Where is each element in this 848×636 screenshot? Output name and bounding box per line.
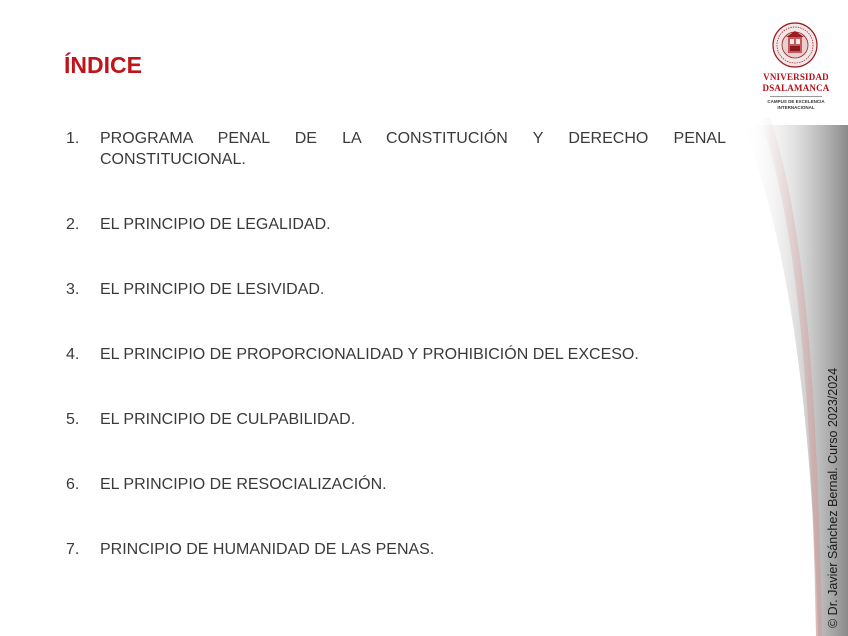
logo-divider (770, 96, 822, 97)
item-number: 1. (66, 130, 80, 147)
item-text: EL PRINCIPIO DE RESOCIALIZACIÓN. (100, 476, 387, 493)
list-item (66, 539, 726, 560)
page-title: ÍNDICE (64, 52, 142, 78)
item-number: 2. (66, 216, 80, 233)
list-item (66, 128, 726, 170)
item-text: PROGRAMA PENAL DE LA CONSTITUCIÓN Y DERECHO PENAL CONSTITUCIONAL. (100, 130, 726, 168)
item-text: EL PRINCIPIO DE LESIVIDAD. (100, 281, 325, 298)
university-seal-icon (772, 22, 818, 68)
list-item (66, 279, 726, 300)
item-text: EL PRINCIPIO DE CULPABILIDAD. (100, 411, 356, 428)
logo-subtitle-line1: CAMPUS DE EXCELENCIA (767, 99, 825, 104)
item-number: 4. (66, 346, 80, 363)
item-number: 7. (66, 541, 80, 558)
list-item (66, 409, 726, 430)
university-logo (760, 22, 832, 114)
list-item (66, 344, 726, 365)
logo-text-line2: DSALAMANCA (762, 83, 830, 93)
logo-text-line1: VNIVERSIDAD (763, 72, 829, 82)
list-item (66, 214, 726, 235)
copyright-text: © Dr. Javier Sánchez Bernal. Curso 2023/2024 (826, 367, 840, 628)
list-item (66, 474, 726, 495)
item-text: EL PRINCIPIO DE LEGALIDAD. (100, 216, 331, 233)
item-number: 6. (66, 476, 80, 493)
item-text: PRINCIPIO DE HUMANIDAD DE LAS PENAS. (100, 541, 435, 558)
item-number: 3. (66, 281, 80, 298)
item-text: EL PRINCIPIO DE PROPORCIONALIDAD Y PROHIBICIÓN DEL EXCESO. (100, 346, 639, 363)
item-number: 5. (66, 411, 80, 428)
logo-subtitle-line2: INTERNACIONAL (777, 105, 815, 110)
